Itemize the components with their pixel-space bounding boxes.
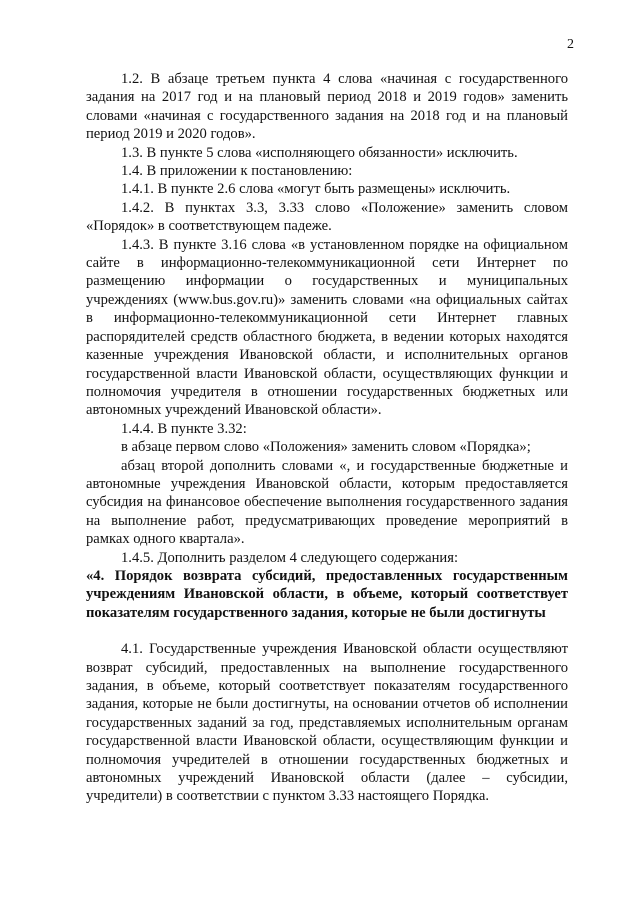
paragraph-1-3: 1.3. В пункте 5 слова «исполняющего обязанности» исключить.	[121, 144, 518, 161]
paragraph-1-4: 1.4. В приложении к постановлению:	[121, 163, 353, 180]
document-body	[86, 70, 568, 806]
paragraph-1-4-3: 1.4.3. В пункте 3.16 слова «в установленном порядке на официальном сайте в информационно-телекоммуникационной сети Интернет по размещению информации о государственных и муниципальных учреждениях (www.bus.gov.ru)» заменить словами «на официальных сайтах в информационно-телекоммуникационной сети Интернет главных распорядителей средств областного бюджета, в ведении которых находятся казенные учреждения Ивановской области, и исполнительных органов государственной власти Ивановской области, осуществляющих функции и полномочия учредителя в отношении государственных бюджетных или автономных учреждений Ивановской области».	[86, 236, 568, 419]
page-number: 2	[567, 37, 574, 52]
paragraph-1-4-4-b: абзац второй дополнить словами «, и государственные бюджетные и автономные учреждения Ивановской области, которым предоставляется субсидия на финансовое обеспечение выполнения государственного задания на выполнение работ, предусматривающих проведение мероприятий в рамках одного квартала».	[86, 457, 568, 548]
paragraph-1-2: 1.2. В абзаце третьем пункта 4 слова «начиная с государственного задания на 2017 год и на плановый период 2018 и 2019 годов» заменить словами «начиная с государственного задания на 2018 год и на плановый период 2019 и 2020 годов».	[86, 71, 568, 143]
section-spacer	[86, 622, 568, 640]
paragraph-1-4-1: 1.4.1. В пункте 2.6 слова «могут быть размещены» исключить.	[121, 181, 511, 198]
paragraph-1-4-5: 1.4.5. Дополнить разделом 4 следующего содержания:	[121, 549, 458, 566]
paragraph-1-4-4-a: в абзаце первом слово «Положения» заменить словом «Порядка»;	[121, 439, 531, 456]
section-4-heading: «4. Порядок возврата субсидий, предоставленных государственным учреждениям Ивановской области, в объеме, который соответствует показателям государственного задания, которые не были достигнуты	[86, 567, 568, 621]
paragraph-1-4-4: 1.4.4. В пункте 3.32:	[121, 420, 247, 437]
paragraph-1-4-2: 1.4.2. В пунктах 3.3, 3.33 слово «Положение» заменить словом «Порядок» в соответствующем падеже.	[86, 199, 568, 235]
paragraph-4-1: 4.1. Государственные учреждения Ивановской области осуществляют возврат субсидий, предоставленных на выполнение государственного задания, в объеме, который соответствует показателям государственного задания, которые не были достигнуты, на основании отчетов об исполнении государственных заданий за год, представляемых исполнительным органам государственной власти Ивановской области, осуществляющим функции и полномочия учредителей в отношении государственных бюджетных и автономных учреждений Ивановской области (далее – субсидии, учредители) в соответствии с пунктом 3.33 настоящего Порядка.	[86, 641, 568, 805]
